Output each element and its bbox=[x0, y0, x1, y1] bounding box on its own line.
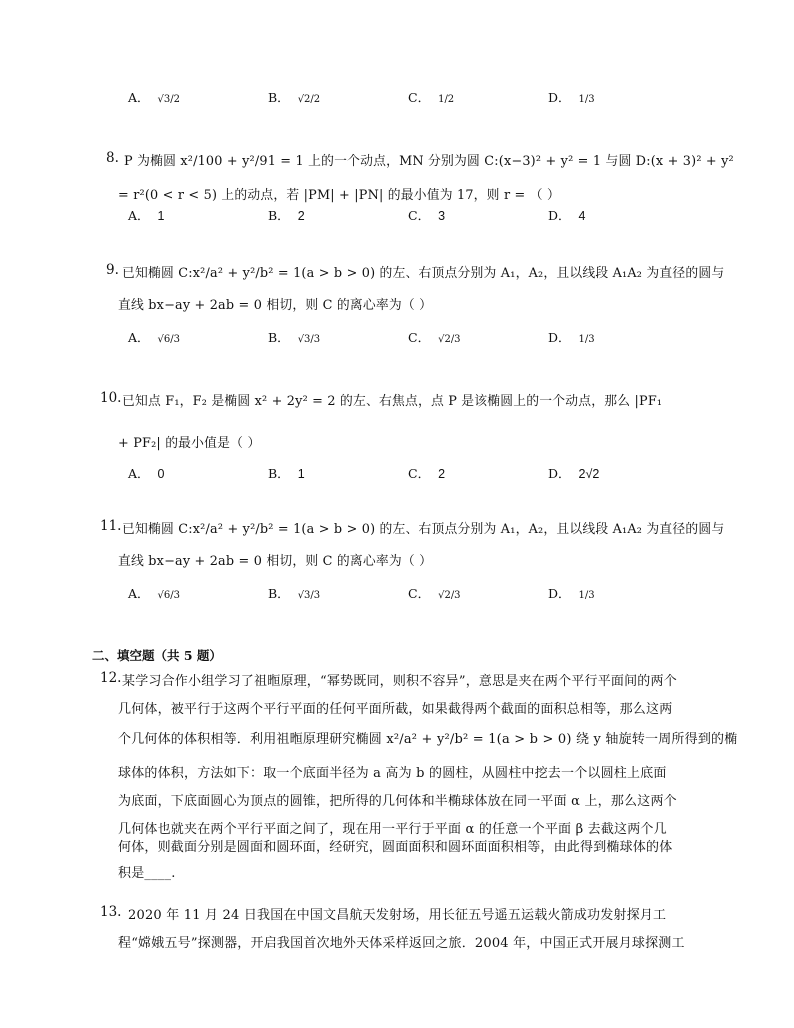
q10-number: 10. bbox=[100, 390, 122, 406]
q8-option-d[interactable] bbox=[548, 206, 585, 224]
section-title: 二、填空题（共 5 题） bbox=[92, 648, 222, 663]
option-value: 1 bbox=[157, 209, 165, 223]
option-value: 2√2 bbox=[578, 467, 600, 481]
q12-line: 几何体也就夹在两个平行平面之间了，现在用一平行于平面 α 的任意一个平面 β 去截这两个几 bbox=[118, 822, 667, 837]
q12-answer-line[interactable]: 积是____. bbox=[118, 866, 176, 881]
option-value: √3/3 bbox=[297, 334, 321, 345]
q9-text-line1: 已知椭圆 C:x²/a² + y²/b² = 1(a > b > 0) 的左、右顶点分别为 A₁，A₂，且以线段 A₁A₂ 为直径的圆与 bbox=[122, 266, 725, 281]
q9-text-line2: 直线 bx−ay + 2ab = 0 相切，则 C 的离心率为（ ） bbox=[118, 298, 433, 313]
option-label: C． bbox=[408, 330, 431, 345]
q11-text-line2: 直线 bx−ay + 2ab = 0 相切，则 C 的离心率为（ ） bbox=[118, 554, 433, 569]
q11-option-d[interactable] bbox=[548, 584, 595, 602]
option-value: √3/3 bbox=[297, 590, 321, 601]
q10-option-b[interactable] bbox=[268, 464, 305, 482]
q9-option-a[interactable] bbox=[128, 328, 180, 346]
option-label: A． bbox=[128, 208, 150, 223]
q13-number: 13. bbox=[100, 904, 122, 920]
option-label: A． bbox=[128, 466, 150, 481]
q8-text-line1: P 为椭圆 x²/100 + y²/91 = 1 上的一个动点，MN 分别为圆 C:(x−3)² + y² = 1 与圆 D:(x + 3)² + y² bbox=[124, 154, 734, 169]
q13-line: 程“嫦娥五号”探测器，开启我国首次地外天体采样返回之旅．2004 年，中国正式开展月球探测工 bbox=[118, 936, 685, 951]
option-label: B． bbox=[268, 90, 290, 105]
option-label: A． bbox=[128, 330, 150, 345]
q8-option-c[interactable] bbox=[408, 206, 445, 224]
q8-option-b[interactable] bbox=[268, 206, 305, 224]
option-value: 4 bbox=[578, 209, 586, 223]
q7-option-a[interactable] bbox=[128, 88, 180, 106]
option-value: 3 bbox=[438, 209, 446, 223]
q10-option-c[interactable] bbox=[408, 464, 445, 482]
option-value: 1/2 bbox=[438, 94, 455, 105]
option-value: 1/3 bbox=[578, 94, 595, 105]
q12-number: 12. bbox=[100, 670, 122, 686]
q10-text-line1: 已知点 F₁，F₂ 是椭圆 x² + 2y² = 2 的左、右焦点，点 P 是该椭圆上的一个动点，那么 |PF₁ bbox=[122, 394, 663, 409]
q9-number: 9. bbox=[106, 262, 119, 278]
option-label: C． bbox=[408, 586, 431, 601]
option-value: 2 bbox=[438, 467, 446, 481]
q11-option-a[interactable] bbox=[128, 584, 180, 602]
q8-option-a[interactable] bbox=[128, 206, 164, 224]
option-label: B． bbox=[268, 208, 290, 223]
q11-text-line1: 已知椭圆 C:x²/a² + y²/b² = 1(a > b > 0) 的左、右顶点分别为 A₁，A₂，且以线段 A₁A₂ 为直径的圆与 bbox=[122, 522, 725, 537]
option-label: A． bbox=[128, 90, 150, 105]
q12-line: 某学习合作小组学习了祖暅原理，“幂势既同，则积不容异”，意思是夹在两个平行平面间的两个 bbox=[122, 674, 677, 689]
option-label: B． bbox=[268, 466, 290, 481]
q12-line: 个几何体的体积相等．利用祖暅原理研究椭圆 x²/a² + y²/b² = 1(a > b > 0) 绕 y 轴旋转一周所得到的椭 bbox=[118, 732, 738, 747]
q12-line: 何体，则截面分别是圆面和圆环面，经研究，圆面面积和圆环面面积相等，由此得到椭球体的体 bbox=[118, 840, 673, 855]
option-label: D． bbox=[548, 466, 571, 481]
option-value: 1/3 bbox=[578, 334, 595, 345]
option-value: √2/3 bbox=[438, 590, 461, 601]
option-label: B． bbox=[268, 330, 290, 345]
q7-option-c[interactable] bbox=[408, 88, 454, 106]
option-label: C． bbox=[408, 466, 431, 481]
option-value: 1 bbox=[297, 467, 305, 481]
q9-option-b[interactable] bbox=[268, 328, 320, 346]
option-label: D． bbox=[548, 90, 571, 105]
option-label: C． bbox=[408, 208, 431, 223]
q10-text-line2: + PF₂| 的最小值是（ ） bbox=[118, 436, 261, 451]
option-value: √2/2 bbox=[297, 94, 321, 105]
q9-option-c[interactable] bbox=[408, 328, 461, 346]
option-label: A． bbox=[128, 586, 150, 601]
option-label: D． bbox=[548, 208, 571, 223]
q12-line: 为底面，下底面圆心为顶点的圆锥，把所得的几何体和半椭球体放在同一平面 α 上，那么这两个 bbox=[118, 794, 677, 809]
option-label: D． bbox=[548, 330, 571, 345]
option-value: 0 bbox=[157, 467, 165, 481]
q9-option-d[interactable] bbox=[548, 328, 595, 346]
q12-line: 几何体，被平行于这两个平行平面的任何平面所截，如果截得两个截面的面积总相等，那么这两 bbox=[118, 702, 673, 717]
q11-option-c[interactable] bbox=[408, 584, 461, 602]
option-label: B． bbox=[268, 586, 290, 601]
option-value: √6/3 bbox=[157, 334, 180, 345]
option-value: √6/3 bbox=[157, 590, 180, 601]
q8-text-line2: = r²(0 < r < 5) 上的动点，若 |PM| + |PN| 的最小值为 17，则 r = （ ） bbox=[118, 188, 560, 203]
q7-option-b[interactable] bbox=[268, 88, 320, 106]
option-value: √2/3 bbox=[438, 334, 461, 345]
q10-option-a[interactable] bbox=[128, 464, 164, 482]
q11-number: 11. bbox=[100, 518, 122, 534]
q13-line: 2020 年 11 月 24 日我国在中国文昌航天发射场，用长征五号遥五运载火箭成功发射探月工 bbox=[128, 908, 667, 923]
option-label: D． bbox=[548, 586, 571, 601]
q11-option-b[interactable] bbox=[268, 584, 320, 602]
option-value: 2 bbox=[297, 209, 305, 223]
q10-option-d[interactable] bbox=[548, 464, 599, 482]
option-label: C． bbox=[408, 90, 431, 105]
option-value: 1/3 bbox=[578, 590, 595, 601]
q8-number: 8. bbox=[106, 150, 119, 166]
q7-option-d[interactable] bbox=[548, 88, 595, 106]
q12-line: 球体的体积，方法如下：取一个底面半径为 a 高为 b 的圆柱，从圆柱中挖去一个以圆柱上底面 bbox=[118, 766, 667, 781]
option-value: √3/2 bbox=[157, 94, 180, 105]
